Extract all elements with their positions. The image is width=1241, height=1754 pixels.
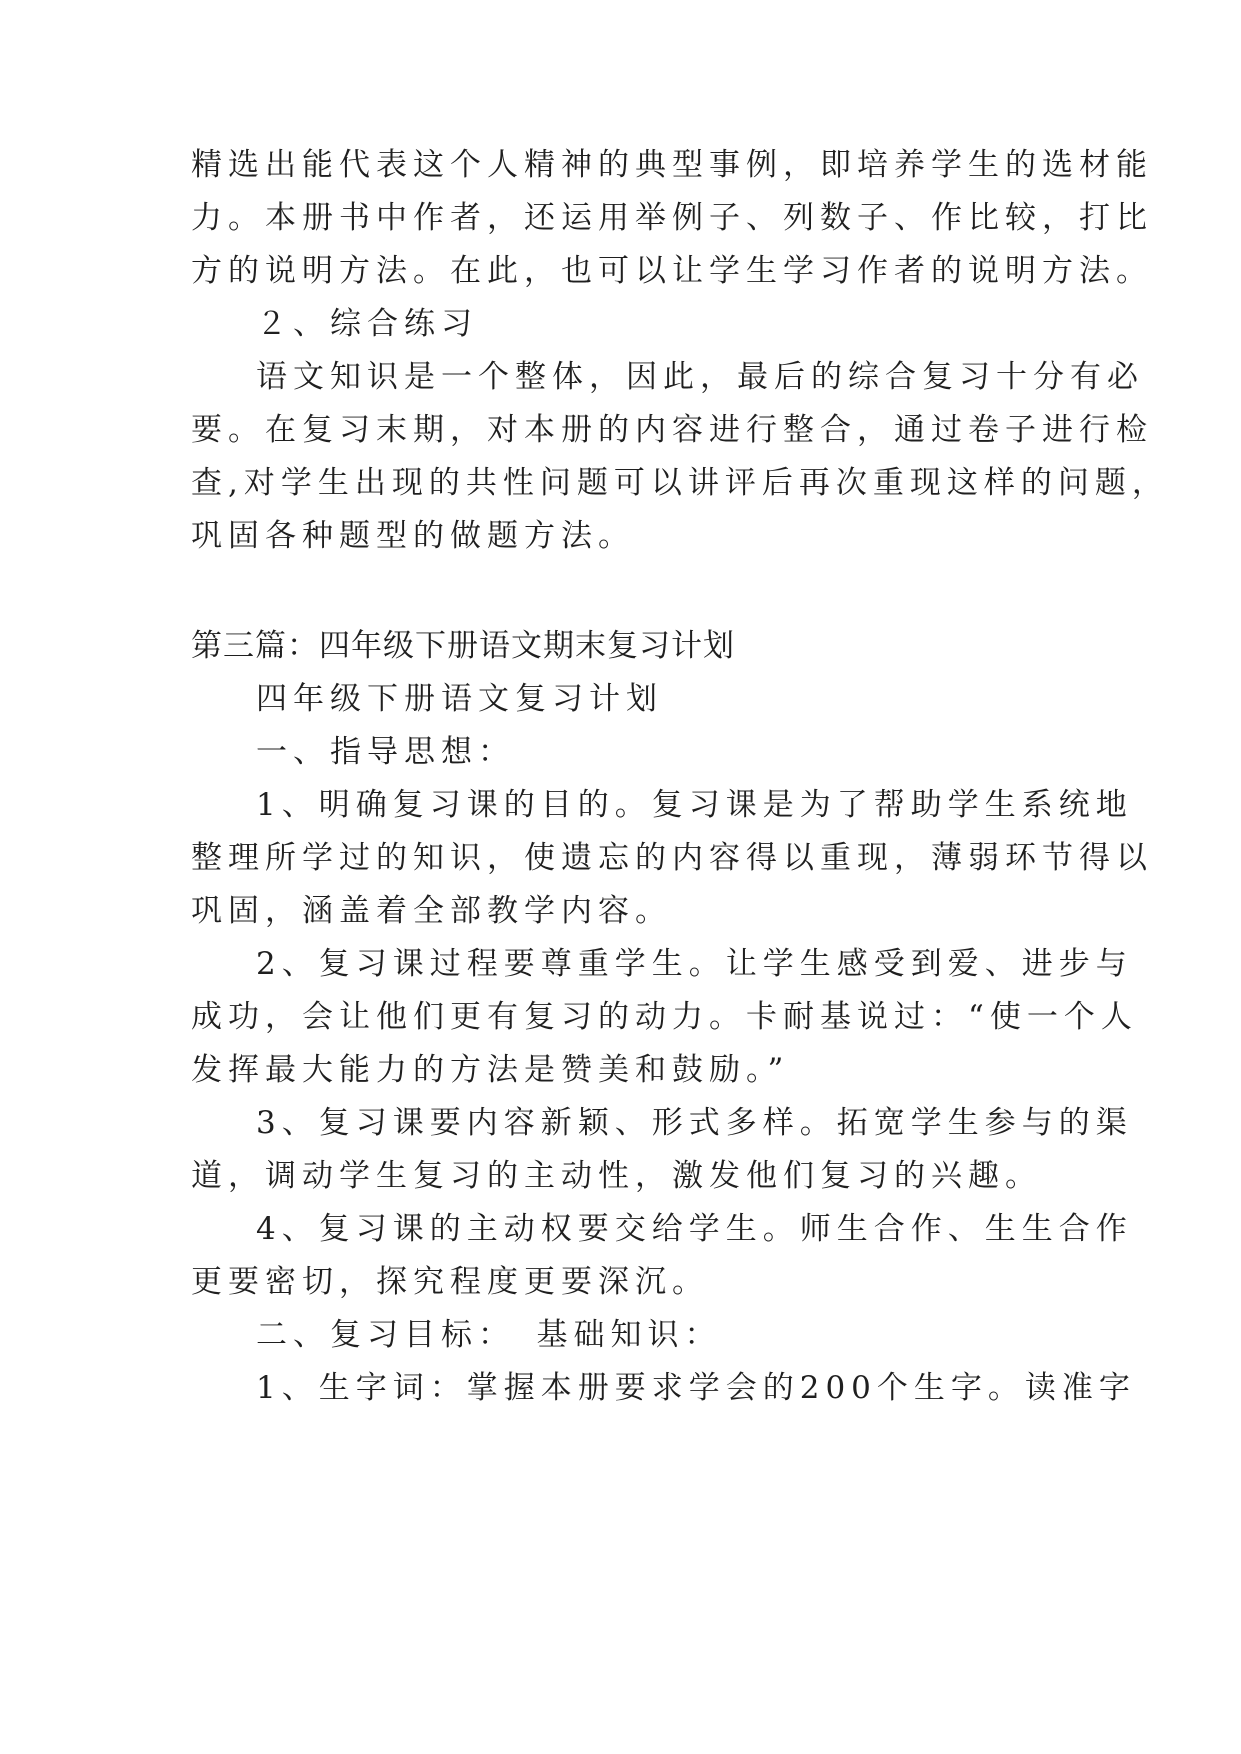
text-line: 道，调动学生复习的主动性，激发他们复习的兴趣。 — [191, 1158, 1042, 1194]
section-heading: 二、复习目标： 基础知识： — [256, 1317, 722, 1353]
text-line: 3、复习课要内容新颖、形式多样。拓宽学生参与的渠 — [256, 1105, 1133, 1141]
text-line: 1、明确复习课的目的。复习课是为了帮助学生系统地 — [256, 787, 1133, 823]
document-title: 四年级下册语文复习计划 — [256, 681, 663, 717]
text-line: 发挥最大能力的方法是赞美和鼓励。” — [191, 1052, 790, 1088]
text-line: 整理所学过的知识，使遗忘的内容得以重现，薄弱环节得以 — [191, 840, 1153, 876]
text-line: 查,对学生出现的共性问题可以讲评后再次重现这样的问题， — [191, 465, 1169, 501]
text-line: 精选出能代表这个人精神的典型事例，即培养学生的选材能 — [191, 147, 1153, 183]
text-line: 巩固各种题型的做题方法。 — [191, 518, 635, 554]
text-line: 方的说明方法。在此，也可以让学生学习作者的说明方法。 — [191, 253, 1153, 289]
text-line: 4、复习课的主动权要交给学生。师生合作、生生合作 — [256, 1211, 1133, 1247]
section-heading: ２、综合练习 — [256, 306, 478, 342]
text-line: 1、生字词：掌握本册要求学会的200个生字。读准字 — [256, 1370, 1136, 1406]
text-line: 语文知识是一个整体，因此，最后的综合复习十分有必 — [256, 359, 1144, 395]
text-line: 更要密切，探究程度更要深沉。 — [191, 1264, 709, 1300]
text-line: 巩固，涵盖着全部教学内容。 — [191, 893, 672, 929]
text-line: 要。在复习末期，对本册的内容进行整合，通过卷子进行检 — [191, 412, 1153, 448]
text-line: 2、复习课过程要尊重学生。让学生感受到爱、进步与 — [256, 946, 1133, 982]
section-heading: 一、指导思想： — [256, 734, 515, 770]
text-line: 力。本册书中作者，还运用举例子、列数子、作比较，打比 — [191, 200, 1153, 236]
chapter-title: 第三篇：四年级下册语文期末复习计划 — [191, 628, 735, 664]
text-line: 成功，会让他们更有复习的动力。卡耐基说过：“使一个人 — [191, 999, 1138, 1035]
